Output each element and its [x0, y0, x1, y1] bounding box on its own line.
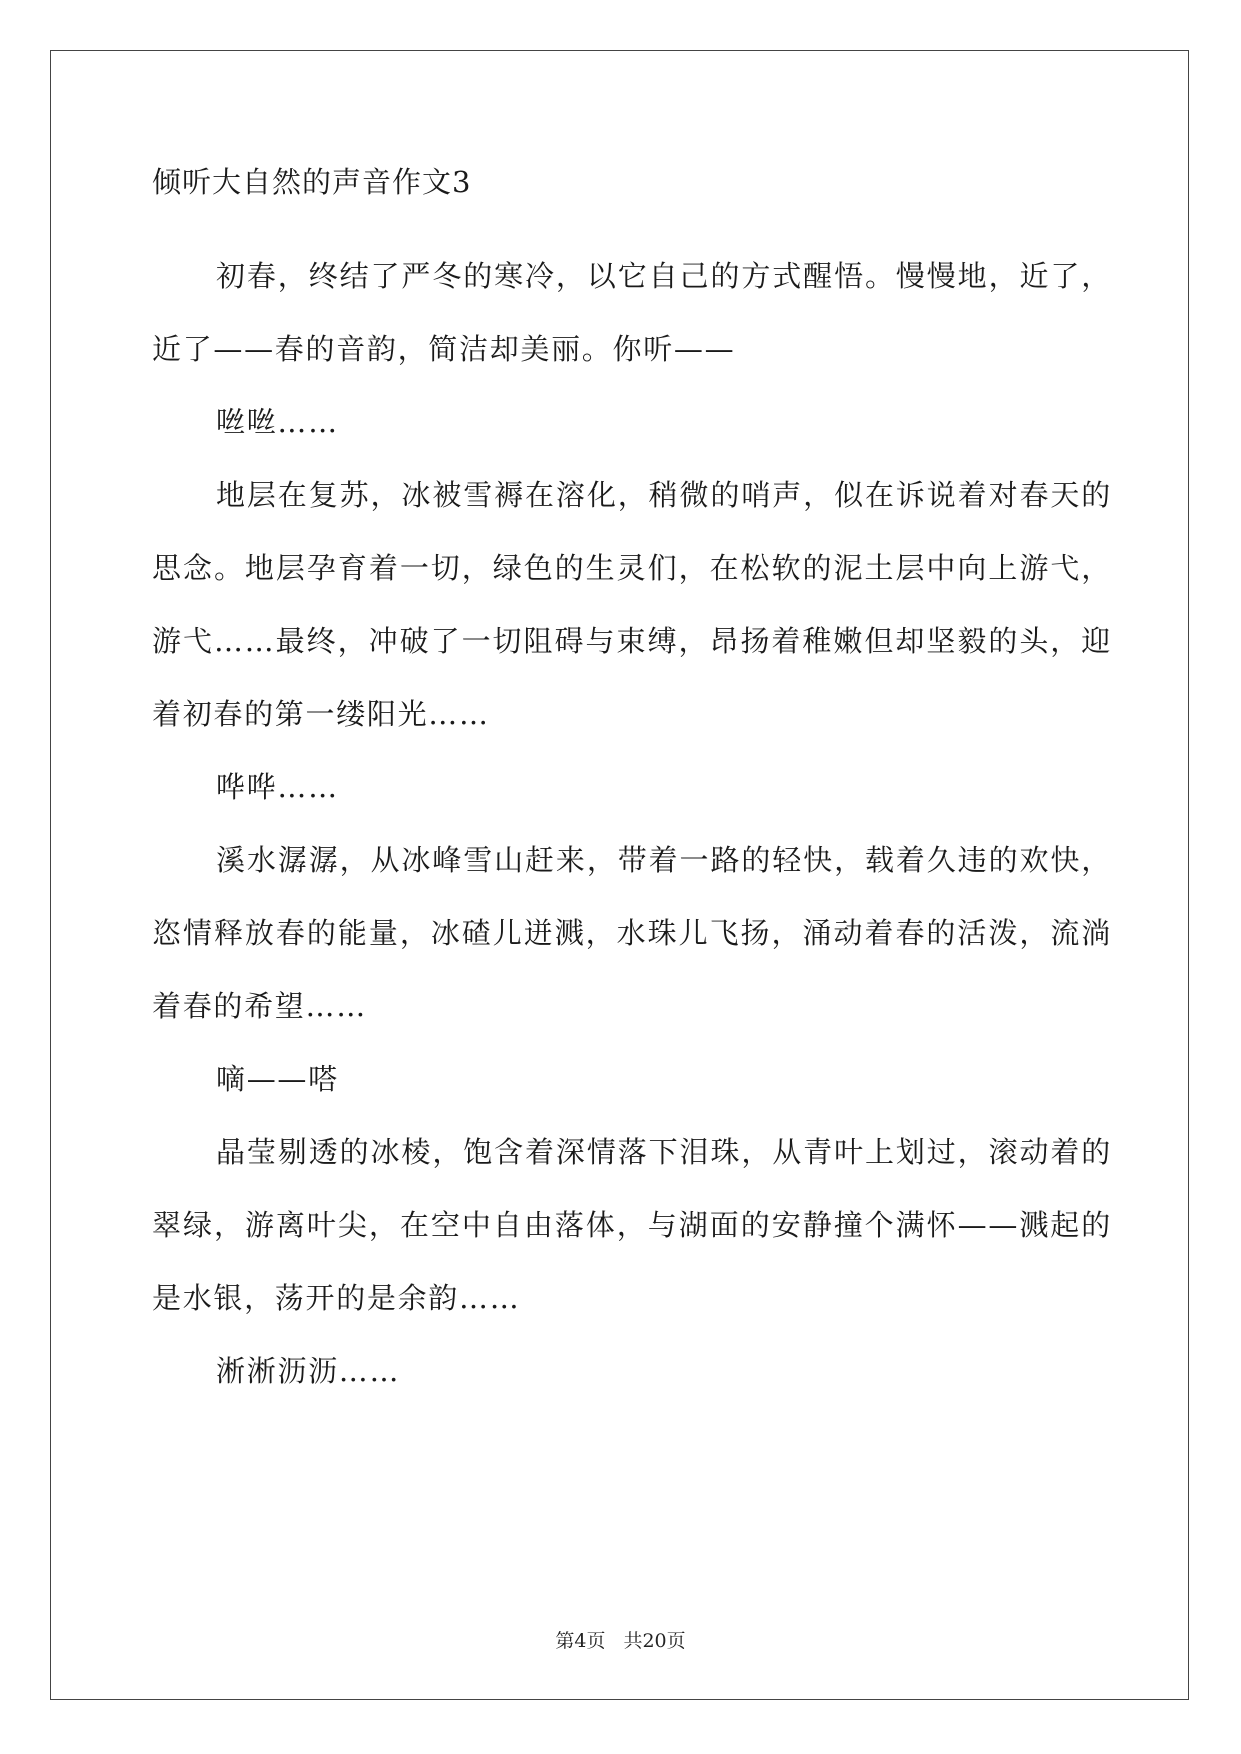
paragraph: 淅淅沥沥……	[216, 1354, 401, 1388]
page-number: 第4页	[555, 1630, 606, 1652]
page-footer	[0, 1626, 1241, 1653]
paragraph: 咝咝……	[216, 405, 339, 439]
paragraph: 哗哗……	[216, 770, 339, 804]
paragraph: 嘀——嗒	[216, 1062, 339, 1096]
page-total: 共20页	[623, 1630, 686, 1652]
paragraph: 溪水潺潺，从冰峰雪山赶来，带着一路的轻快，载着久违的欢快，恣情释放春的能量，冰碴儿迸溅，水珠儿飞扬，涌动着春的活泼，流淌着春的希望……	[152, 843, 1112, 1023]
document-body	[152, 165, 1112, 1408]
paragraph: 晶莹剔透的冰棱，饱含着深情落下泪珠，从青叶上划过，滚动着的翠绿，游离叶尖，在空中自由落体，与湖面的安静撞个满怀——溅起的是水银，荡开的是余韵……	[152, 1135, 1112, 1315]
paragraph: 初春，终结了严冬的寒冷，以它自己的方式醒悟。慢慢地，近了，近了——春的音韵，简洁却美丽。你听——	[152, 259, 1112, 366]
document-title: 倾听大自然的声音作文3	[152, 165, 472, 199]
paragraph: 地层在复苏，冰被雪褥在溶化，稍微的哨声，似在诉说着对春天的思念。地层孕育着一切，绿色的生灵们，在松软的泥土层中向上游弋，游弋……最终，冲破了一切阻碍与束缚，昂扬着稚嫩但却坚毅的头，迎着初春的第一缕阳光……	[152, 478, 1112, 731]
